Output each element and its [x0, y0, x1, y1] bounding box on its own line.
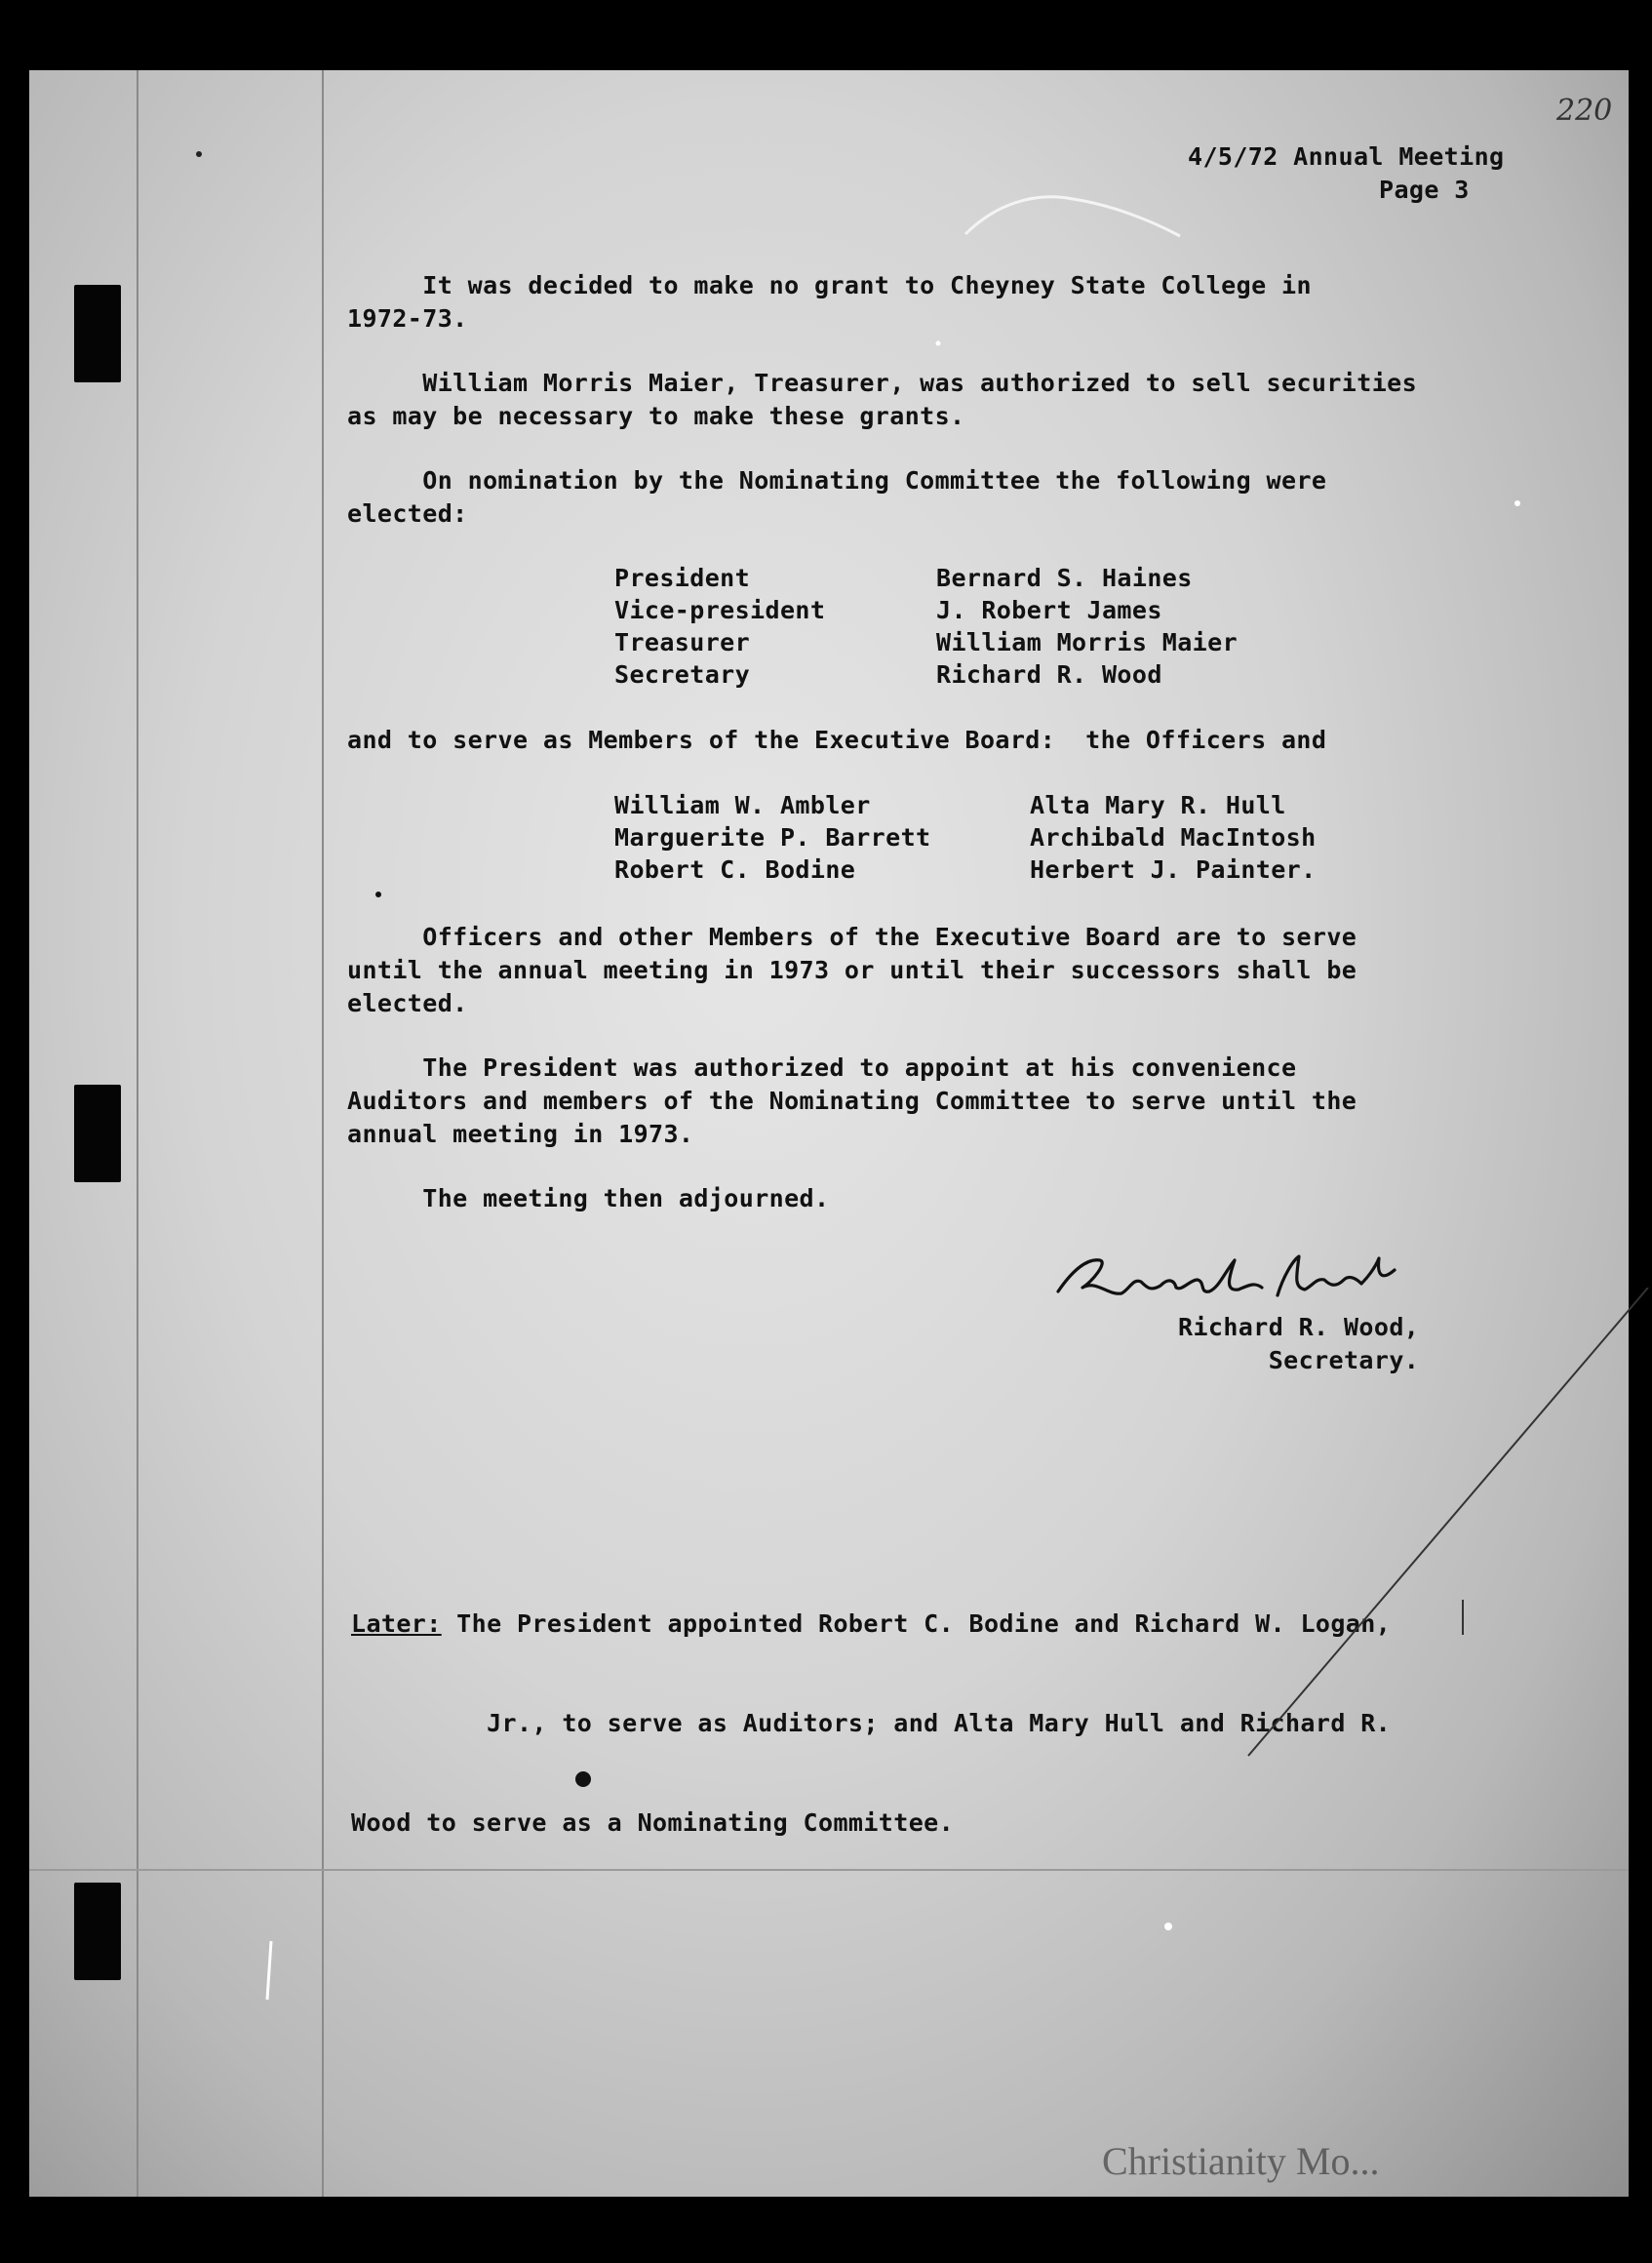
paragraph-nomination: On nomination by the Nominating Committee the following were elected:: [347, 466, 1327, 528]
paragraph-executive-board: and to serve as Members of the Executive Board: the Officers and: [347, 726, 1327, 754]
signer-name: Richard R. Wood,: [1178, 1313, 1420, 1341]
header-date-title: 4/5/72 Annual Meeting: [1188, 142, 1505, 171]
archive-page-number: 220: [1556, 94, 1613, 128]
paragraph-grant: It was decided to make no grant to Cheyney State College in 1972-73.: [347, 271, 1312, 333]
paragraph-adjourned: The meeting then adjourned.: [347, 1184, 830, 1212]
watermark: Christianity Mo...: [1102, 2139, 1380, 2183]
later-text-line2: Jr., to serve as Auditors; and Alta Mary Hull and Richard R.: [351, 1709, 1392, 1737]
paragraph-terms: Officers and other Members of the Executive Board are to serve until the annual meeting in 1973 or until their successors shall be elected.: [347, 923, 1357, 1017]
later-label: Later:: [351, 1609, 442, 1638]
later-text-line3: Wood to serve as a Nominating Committee.: [351, 1808, 955, 1837]
officer-row: President Bernard S. Haines: [614, 564, 1193, 592]
board-row: Marguerite P. Barrett Archibald MacIntosh: [614, 823, 1317, 852]
paragraph-treasurer: William Morris Maier, Treasurer, was authorized to sell securities as may be necessary to make these grants.: [347, 369, 1418, 430]
officer-row: Treasurer William Morris Maier: [614, 628, 1239, 656]
board-row: William W. Ambler Alta Mary R. Hull: [614, 791, 1286, 819]
paragraph-auditors: The President was authorized to appoint at his convenience Auditors and members of the Nominating Committee to serve until the annual meeting in 1973.: [347, 1053, 1357, 1148]
officer-row: Vice-president J. Robert James: [614, 596, 1162, 624]
header-page-number: Page 3: [1379, 176, 1470, 204]
officer-row: Secretary Richard R. Wood: [614, 660, 1162, 689]
board-row: Robert C. Bodine Herbert J. Painter.: [614, 855, 1317, 884]
signer-title: Secretary.: [1268, 1346, 1420, 1374]
later-text-line1: The President appointed Robert C. Bodine and Richard W. Logan,: [441, 1609, 1392, 1638]
